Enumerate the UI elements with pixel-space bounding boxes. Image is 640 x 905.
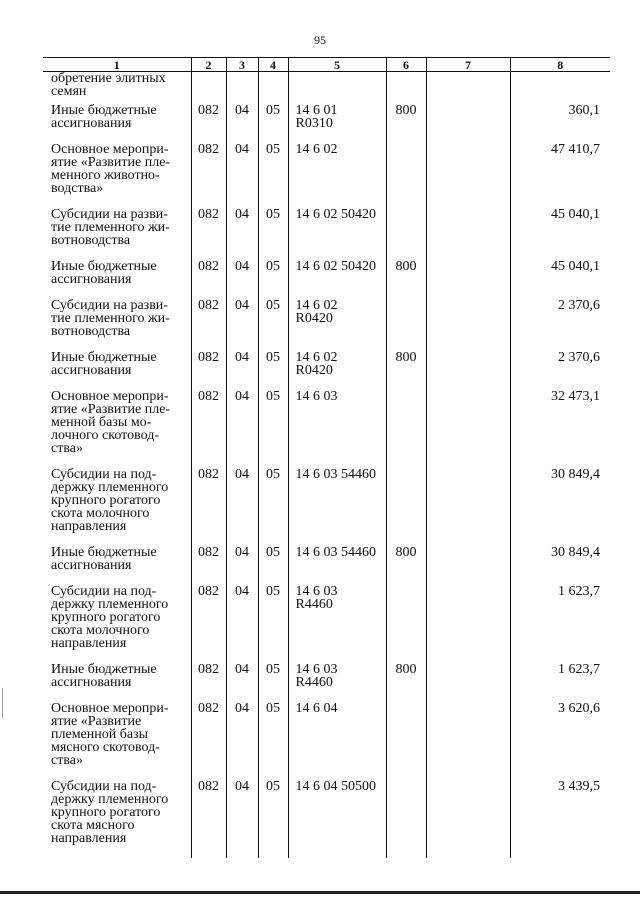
expense-type-cell [386,585,426,663]
column-header: 2 [191,58,226,72]
ministry-code-cell: 082 [191,468,226,546]
section-code-cell: 04 [226,260,258,299]
column-7-cell [426,143,510,208]
table-header-row [43,58,610,72]
column-7-cell [426,585,510,663]
subsection-code-cell [258,72,288,105]
subsection-code-cell: 05 [258,780,288,858]
scan-mark [2,688,3,718]
row-name-cell: Иные бюджетные ассигнования [51,259,157,287]
row-name-cell: Иные бюджетные ассигнования [51,103,157,131]
row-name-cell: Основное меропри- ятие «Развитие племенной базы мясного скотовод- ства» [51,701,169,768]
column-7-cell [426,663,510,702]
expense-type-cell: 800 [386,663,426,702]
subsection-code-cell: 05 [258,260,288,299]
table-row [43,351,610,390]
table-row [43,780,610,858]
column-7-cell [426,299,510,351]
subsection-code-cell: 05 [258,390,288,468]
expense-type-cell [386,72,426,105]
amount-cell: 30 849,4 [510,546,610,585]
expense-type-cell: 800 [386,351,426,390]
subsection-code-cell: 05 [258,663,288,702]
row-name-cell: обретение элитных семян [51,71,166,99]
expense-type-cell [386,780,426,858]
budget-table [43,57,610,858]
table-row [43,72,610,105]
column-7-cell [426,260,510,299]
amount-cell: 2 370,6 [510,299,610,351]
subsection-code-cell: 05 [258,468,288,546]
ministry-code-cell: 082 [191,299,226,351]
expense-type-cell [386,468,426,546]
table-row [43,585,610,663]
bottom-rule [0,891,640,894]
section-code-cell: 04 [226,702,258,780]
section-code-cell: 04 [226,299,258,351]
expense-type-cell [386,208,426,260]
column-header: 4 [258,58,288,72]
column-7-cell [426,208,510,260]
expense-type-cell [386,299,426,351]
expense-type-cell: 800 [386,260,426,299]
section-code-cell [226,72,258,105]
row-name-cell: Основное меропри- ятие «Развитие пле- менного животно- водства» [51,142,171,196]
subsection-code-cell: 05 [258,208,288,260]
target-article-cell [288,72,386,105]
amount-cell: 3 620,6 [510,702,610,780]
expense-type-cell [386,390,426,468]
column-7-cell [426,702,510,780]
row-name-cell: Субсидии на разви- тие племенного жи- вотноводства [51,207,170,248]
ministry-code-cell: 082 [191,143,226,208]
row-name-cell: Основное меропри- ятие «Развитие пле- менной базы мо- лочного скотовод- ства» [51,389,171,456]
section-code-cell: 04 [226,390,258,468]
column-7-cell [426,468,510,546]
subsection-code-cell: 05 [258,702,288,780]
page-number: 95 [314,33,326,47]
ministry-code-cell: 082 [191,260,226,299]
ministry-code-cell: 082 [191,780,226,858]
row-name-cell: Субсидии на разви- тие племенного жи- вотноводства [51,298,170,339]
subsection-code-cell: 05 [258,143,288,208]
ministry-code-cell: 082 [191,351,226,390]
ministry-code-cell: 082 [191,585,226,663]
amount-cell: 32 473,1 [510,390,610,468]
column-7-cell [426,546,510,585]
column-7-cell [426,390,510,468]
section-code-cell: 04 [226,468,258,546]
target-article-cell: 14 6 03 54460 [288,468,386,546]
section-code-cell: 04 [226,208,258,260]
ministry-code-cell: 082 [191,390,226,468]
row-name-cell: Иные бюджетные ассигнования [51,350,157,378]
target-article-cell: 14 6 03 R4460 [288,585,386,663]
amount-cell: 1 623,7 [510,585,610,663]
amount-cell: 360,1 [510,104,610,143]
table-body [43,72,610,859]
expense-type-cell [386,702,426,780]
table-row [43,299,610,351]
target-article-cell: 14 6 03 54460 [288,546,386,585]
ministry-code-cell: 082 [191,663,226,702]
section-code-cell: 04 [226,104,258,143]
section-code-cell: 04 [226,780,258,858]
ministry-code-cell: 082 [191,546,226,585]
table-row [43,390,610,468]
ministry-code-cell: 082 [191,104,226,143]
column-7-cell [426,351,510,390]
expense-type-cell [386,143,426,208]
subsection-code-cell: 05 [258,585,288,663]
amount-cell [510,72,610,105]
section-code-cell: 04 [226,546,258,585]
table-row [43,208,610,260]
section-code-cell: 04 [226,585,258,663]
ministry-code-cell: 082 [191,702,226,780]
row-name-cell: Субсидии на под- держку племенного крупного рогатого скота мясного направления [51,779,169,846]
column-7-cell [426,780,510,858]
row-name-cell: Субсидии на под- держку племенного крупного рогатого скота молочного направления [51,584,169,651]
amount-cell: 47 410,7 [510,143,610,208]
amount-cell: 3 439,5 [510,780,610,858]
amount-cell: 45 040,1 [510,208,610,260]
column-header: 8 [510,58,610,72]
table-row [43,260,610,299]
table-row [43,104,610,143]
subsection-code-cell: 05 [258,351,288,390]
section-code-cell: 04 [226,663,258,702]
target-article-cell: 14 6 03 [288,390,386,468]
subsection-code-cell: 05 [258,104,288,143]
row-name-cell: Субсидии на под- держку племенного крупного рогатого скота молочного направления [51,467,169,534]
expense-type-cell: 800 [386,546,426,585]
section-code-cell: 04 [226,351,258,390]
amount-cell: 45 040,1 [510,260,610,299]
expense-type-cell: 800 [386,104,426,143]
target-article-cell: 14 6 02 50420 [288,208,386,260]
target-article-cell: 14 6 03 R4460 [288,663,386,702]
ministry-code-cell: 082 [191,208,226,260]
column-header: 1 [43,58,191,72]
subsection-code-cell: 05 [258,299,288,351]
table-row [43,663,610,702]
section-code-cell: 04 [226,143,258,208]
amount-cell: 2 370,6 [510,351,610,390]
target-article-cell: 14 6 02 R0420 [288,351,386,390]
subsection-code-cell: 05 [258,546,288,585]
column-7-cell [426,104,510,143]
row-name-cell: Иные бюджетные ассигнования [51,662,157,690]
column-header: 6 [386,58,426,72]
row-name-cell: Иные бюджетные ассигнования [51,545,157,573]
table-row [43,702,610,780]
target-article-cell: 14 6 04 50500 [288,780,386,858]
column-7-cell [426,72,510,105]
column-header: 7 [426,58,510,72]
target-article-cell: 14 6 04 [288,702,386,780]
column-header: 3 [226,58,258,72]
amount-cell: 1 623,7 [510,663,610,702]
table-row [43,468,610,546]
table-row [43,546,610,585]
column-header: 5 [288,58,386,72]
ministry-code-cell [191,72,226,105]
target-article-cell: 14 6 02 R0420 [288,299,386,351]
target-article-cell: 14 6 01 R0310 [288,104,386,143]
target-article-cell: 14 6 02 50420 [288,260,386,299]
target-article-cell: 14 6 02 [288,143,386,208]
amount-cell: 30 849,4 [510,468,610,546]
table-row [43,143,610,208]
